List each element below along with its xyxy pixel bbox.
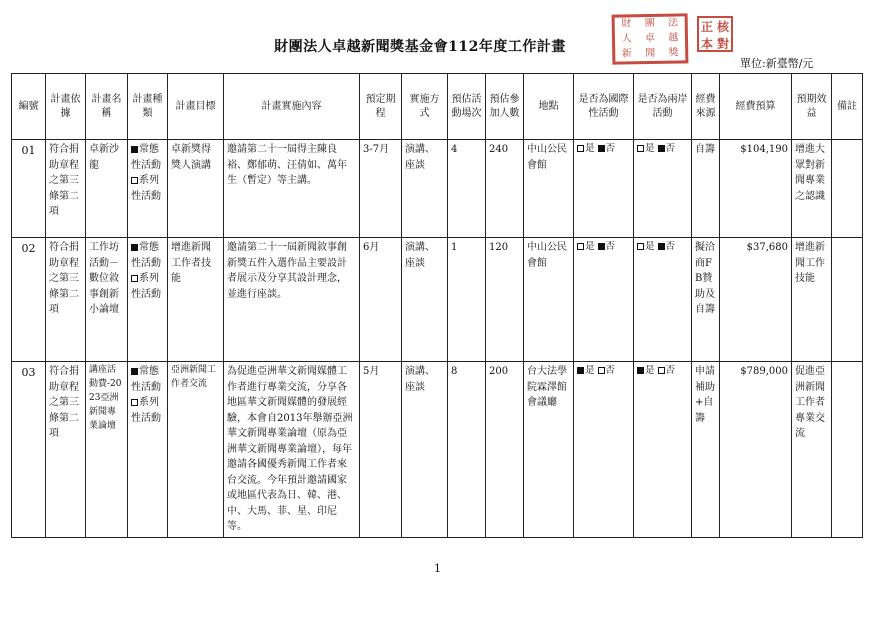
table-row [12,238,863,362]
checkbox-unchecked [598,367,605,374]
row-intl [574,238,634,362]
row-fund-source: 擬洽商FB贊助及自籌 [692,238,720,362]
table-row [12,362,863,538]
header-location: 地點 [524,74,574,140]
page-number: 1 [434,562,441,575]
row-basis: 符合捐助章程之第三條第二項 [46,140,86,238]
row-content: 邀請第二十一屆新聞敘事創新獎五件入選作品主要設計者展示及分享其設計理念，並進行座談。 [224,238,360,362]
row-content: 為促進亞洲華文新聞媒體工作者進行專業交流，分享各地區華文新聞媒體的發展經驗，本會自2013年舉辦亞洲華文新聞專業論壇（原為亞洲華文新聞專業論壇），每年邀請各國優秀新聞工作者來台交流。今年預計邀請國家或地區代表為日、韓、港、中、大馬、菲、星、印尼等。 [224,362,360,538]
option-no: 否 [665,365,676,376]
option-yes: 是 [585,143,595,154]
row-budget: $37,680 [720,238,792,362]
checkbox-checked [598,243,605,250]
work-plan-table [11,73,863,538]
checkbox-checked [131,368,138,375]
row-goal: 卓新獎得獎人演講 [168,140,224,238]
currency-unit: 單位:新臺幣/元 [740,57,814,70]
header-sessions: 預估活動場次 [448,74,486,140]
checkbox-unchecked [577,243,584,250]
row-participants: 240 [486,140,524,238]
checkbox-checked [131,244,138,251]
row-budget: $789,000 [720,362,792,538]
checkbox-checked [658,243,665,250]
row-fund-source: 申請補助+自籌 [692,362,720,538]
checkbox-checked [131,146,138,153]
header-intl: 是否為國際性活動 [574,74,634,140]
row-intl [574,362,634,538]
row-effect: 增進大眾對新聞專業之認識 [792,140,832,238]
row-location: 中山公民會館 [524,140,574,238]
checkbox-unchecked [131,177,138,184]
header-cross: 是否為兩岸活動 [634,74,692,140]
row-name: 講座活動費-2023亞洲新聞專業論壇 [86,362,128,538]
checkbox-unchecked [658,367,665,374]
header-effect: 預期效益 [792,74,832,140]
header-goal: 計畫目標 [168,74,224,140]
row-effect: 促進亞洲新聞工作者專業交流 [792,362,832,538]
checkbox-unchecked [637,243,644,250]
row-period: 5月 [360,362,402,538]
row-note [832,140,863,238]
header-budget: 經費預算 [720,74,792,140]
row-basis: 符合捐助章程之第三條第二項 [46,362,86,538]
checkbox-checked [577,367,584,374]
row-sessions: 1 [448,238,486,362]
option-series: 系列性活動 [131,175,161,202]
checkbox-checked [637,367,644,374]
row-location: 中山公民會館 [524,238,574,362]
header-type: 計畫種類 [128,74,168,140]
row-goal: 亞洲新聞工作者交流 [168,362,224,538]
certified-copy-stamp: 正 核 本 對 [697,16,733,52]
option-yes: 是 [645,241,655,252]
option-no: 否 [665,143,676,154]
option-regular: 常態性活動 [131,144,161,171]
row-note [832,362,863,538]
row-type [128,362,168,538]
row-cross [634,140,692,238]
row-participants: 120 [486,238,524,362]
row-participants: 200 [486,362,524,538]
row-period: 6月 [360,238,402,362]
checkbox-unchecked [131,275,138,282]
row-cross [634,362,692,538]
row-intl [574,140,634,238]
row-effect: 增進新聞工作技能 [792,238,832,362]
header-content: 計畫實施內容 [224,74,360,140]
checkbox-unchecked [637,145,644,152]
row-note [832,238,863,362]
row-sessions: 4 [448,140,486,238]
option-no: 否 [605,143,616,154]
option-yes: 是 [585,365,595,376]
checkbox-unchecked [131,399,138,406]
organization-seal: 財 團 法 人 卓 越 新 聞 獎 [612,13,689,64]
row-basis: 符合捐助章程之第三條第二項 [46,238,86,362]
row-sessions: 8 [448,362,486,538]
row-type [128,238,168,362]
row-no: 03 [12,362,46,538]
row-method: 演講、座談 [402,140,448,238]
option-yes: 是 [645,365,655,376]
row-location: 台大法學院霖澤館會議廳 [524,362,574,538]
option-no: 否 [665,241,676,252]
row-name: 工作坊活動－數位敘事創新小論壇 [86,238,128,362]
header-note: 備註 [832,74,863,140]
row-period: 3-7月 [360,140,402,238]
header-name: 計畫名稱 [86,74,128,140]
header-basis: 計畫依據 [46,74,86,140]
checkbox-checked [658,145,665,152]
row-goal: 增進新聞工作者技能 [168,238,224,362]
row-type [128,140,168,238]
option-yes: 是 [585,241,595,252]
document-title: 財團法人卓越新聞獎基金會112年度工作計畫 [274,39,566,55]
checkbox-unchecked [577,145,584,152]
header-method: 實施方式 [402,74,448,140]
row-content: 邀請第二十一屆得主陳良裕、鄭郁萌、汪倩如、萬年生（暫定）等主講。 [224,140,360,238]
option-series: 系列性活動 [131,273,161,300]
row-no: 02 [12,238,46,362]
row-name: 卓新沙龍 [86,140,128,238]
table-header-row [12,74,863,140]
header-period: 預定期程 [360,74,402,140]
row-no: 01 [12,140,46,238]
option-no: 否 [605,365,616,376]
option-regular: 常態性活動 [131,366,161,393]
header-no: 編號 [12,74,46,140]
checkbox-checked [598,145,605,152]
option-series: 系列性活動 [131,397,161,424]
row-method: 演講、座談 [402,238,448,362]
table-row [12,140,863,238]
row-method: 演講、座談 [402,362,448,538]
row-fund-source: 自籌 [692,140,720,238]
header-participants: 預估參加人數 [486,74,524,140]
option-regular: 常態性活動 [131,242,161,269]
option-yes: 是 [645,143,655,154]
row-cross [634,238,692,362]
option-no: 否 [605,241,616,252]
header-fund-source: 經費來源 [692,74,720,140]
row-budget: $104,190 [720,140,792,238]
